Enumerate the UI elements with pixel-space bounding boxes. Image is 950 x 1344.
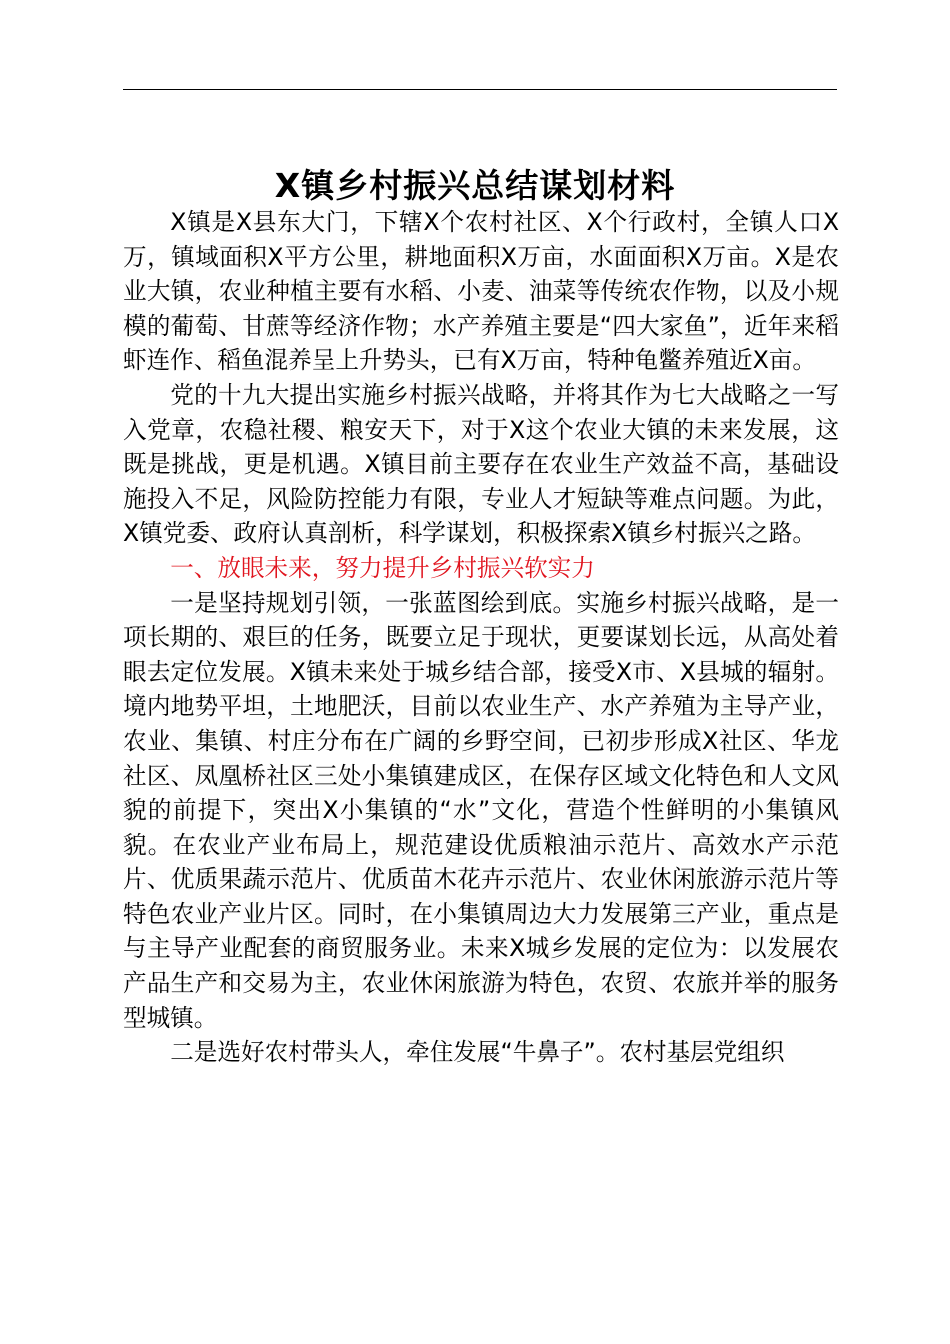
section-heading: 一、放眼未来，努力提升乡村振兴软实力 xyxy=(170,553,595,582)
document-title: X镇乡村振兴总结谋划材料 xyxy=(274,166,676,206)
header-rule xyxy=(123,89,837,90)
paragraph-planning: 一是坚持规划引领，一张蓝图绘到底。实施乡村振兴战略，是一项长期的、艰巨的任务，既要立足于现状，更要谋划长远，从高处着眼去定位发展。X镇未来处于城乡结合部，接受X市、X县城的辐射。境内地势平坦，土地肥沃，目前以农业生产、水产养殖为主导产业，农业、集镇、村庄分布在广阔的乡野空间，已初步形成X社区、华龙社区、凤凰桥社区三处小集镇建成区，在保存区域文化特色和人文风貌的前提下，突出X小集镇的“水”文化，营造个性鲜明的小集镇风貌。在农业产业布局上，规范建设优质粮油示范片、高效水产示范片、优质果蔬示范片、优质苗木花卉示范片、农业休闲旅游示范片等特色农业产业片区。同时，在小集镇周边大力发展第三产业，重点是与主导产业配套的商贸服务业。未来X城乡发展的定位为：以发展农产品生产和交易为主，农业休闲旅游为特色，农贸、农旅并举的服务型城镇。 xyxy=(123,588,839,1032)
document-body xyxy=(123,205,839,1070)
paragraph-strategy: 党的十九大提出实施乡村振兴战略，并将其作为七大战略之一写入党章，农稳社稷、粮安天下，对于X这个农业大镇的未来发展，这既是挑战，更是机遇。X镇目前主要存在农业生产效益不高，基础设施投入不足，风险防控能力有限，专业人才短缺等难点问题。为此，X镇党委、政府认真剖析，科学谋划，积极探索X镇乡村振兴之路。 xyxy=(123,380,839,548)
paragraph-leaders: 二是选好农村带头人，牵住发展“牛鼻子”。农村基层党组织 xyxy=(170,1038,785,1067)
paragraph-intro: X镇是X县东大门，下辖X个农村社区、X个行政村，全镇人口X万，镇域面积X平方公里，耕地面积X万亩，水面面积X万亩。X是农业大镇，农业种植主要有水稻、小麦、油菜等传统农作物，以及小规模的葡萄、甘蔗等经济作物；水产养殖主要是“四大家鱼”，近年来稻虾连作、稻鱼混养呈上升势头，已有X万亩，特种龟鳖养殖近X亩。 xyxy=(123,208,839,375)
